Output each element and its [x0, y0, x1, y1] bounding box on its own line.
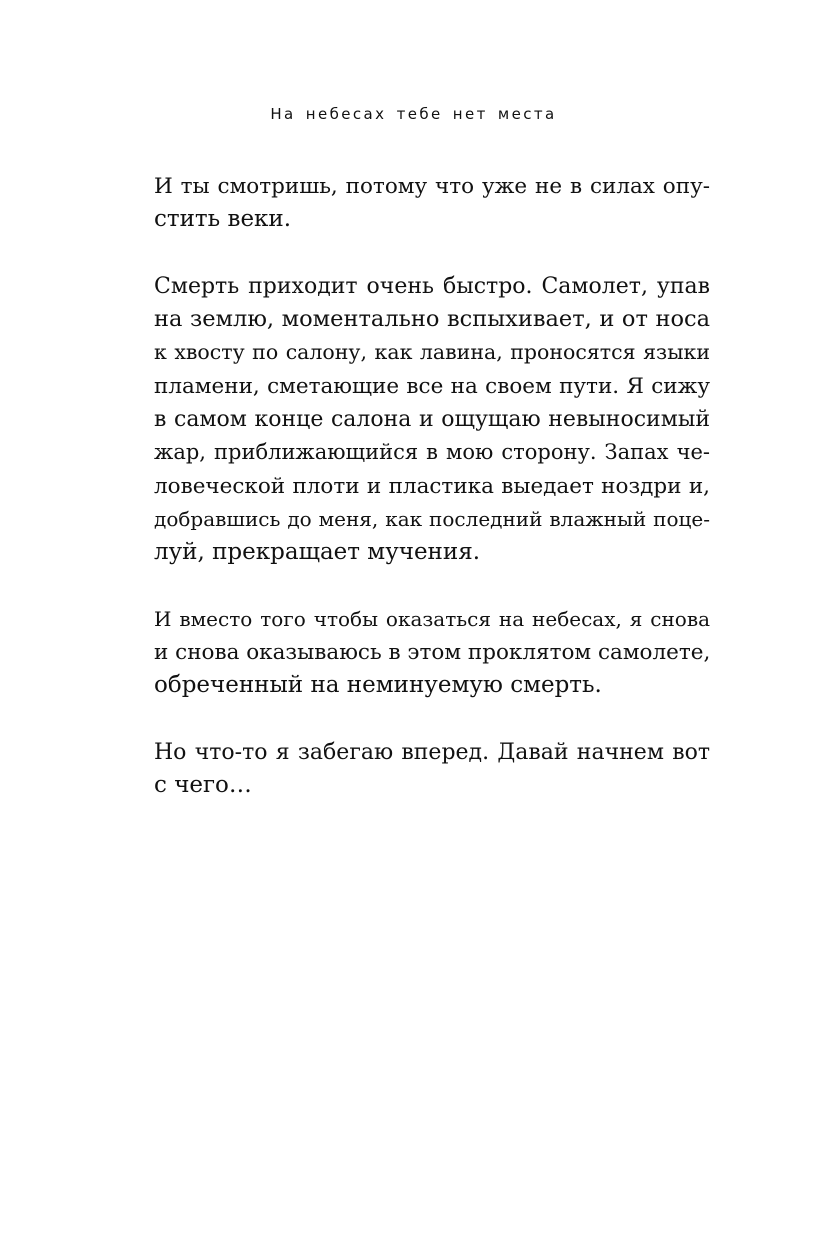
text-line: ловеческой плоти и пластика выедает ноздри и,	[154, 473, 710, 499]
text-line: и снова оказываюсь в этом проклятом самолете,	[154, 640, 711, 666]
paragraph-2	[154, 270, 710, 570]
page-body	[154, 170, 710, 836]
text-line: пламени, сметающие все на своем пути. Я сижу	[154, 373, 710, 399]
text-line: И вместо того чтобы оказаться на небесах, я снова	[154, 606, 710, 631]
paragraph-1	[154, 170, 710, 237]
text-line: луй, прекращает мучения.	[154, 539, 481, 566]
text-line: И ты смотришь, потому что уже не в силах опу-	[154, 174, 710, 199]
text-line: в самом конце салона и ощущаю невыносимый	[154, 407, 710, 433]
text-line: к хвосту по салону, как лавина, проносятся языки	[154, 340, 710, 365]
text-line: с чего…	[154, 772, 252, 799]
paragraph-3	[154, 603, 710, 703]
text-line: Смерть приходит очень быстро. Самолет, упав	[154, 273, 710, 299]
text-line: Но что-то я забегаю вперед. Давай начнем вот	[154, 740, 710, 766]
paragraph-4	[154, 736, 710, 803]
text-line: жар, приближающийся в мою сторону. Запах че-	[154, 440, 710, 465]
text-line: стить веки.	[154, 206, 292, 233]
text-line: обреченный на неминуемую смерть.	[154, 672, 602, 699]
text-line: добравшись до меня, как последний влажный поце-	[154, 506, 710, 531]
running-header: На небесах тебе нет места	[270, 105, 557, 123]
text-line: на землю, моментально вспыхивает, и от носа	[154, 306, 710, 333]
